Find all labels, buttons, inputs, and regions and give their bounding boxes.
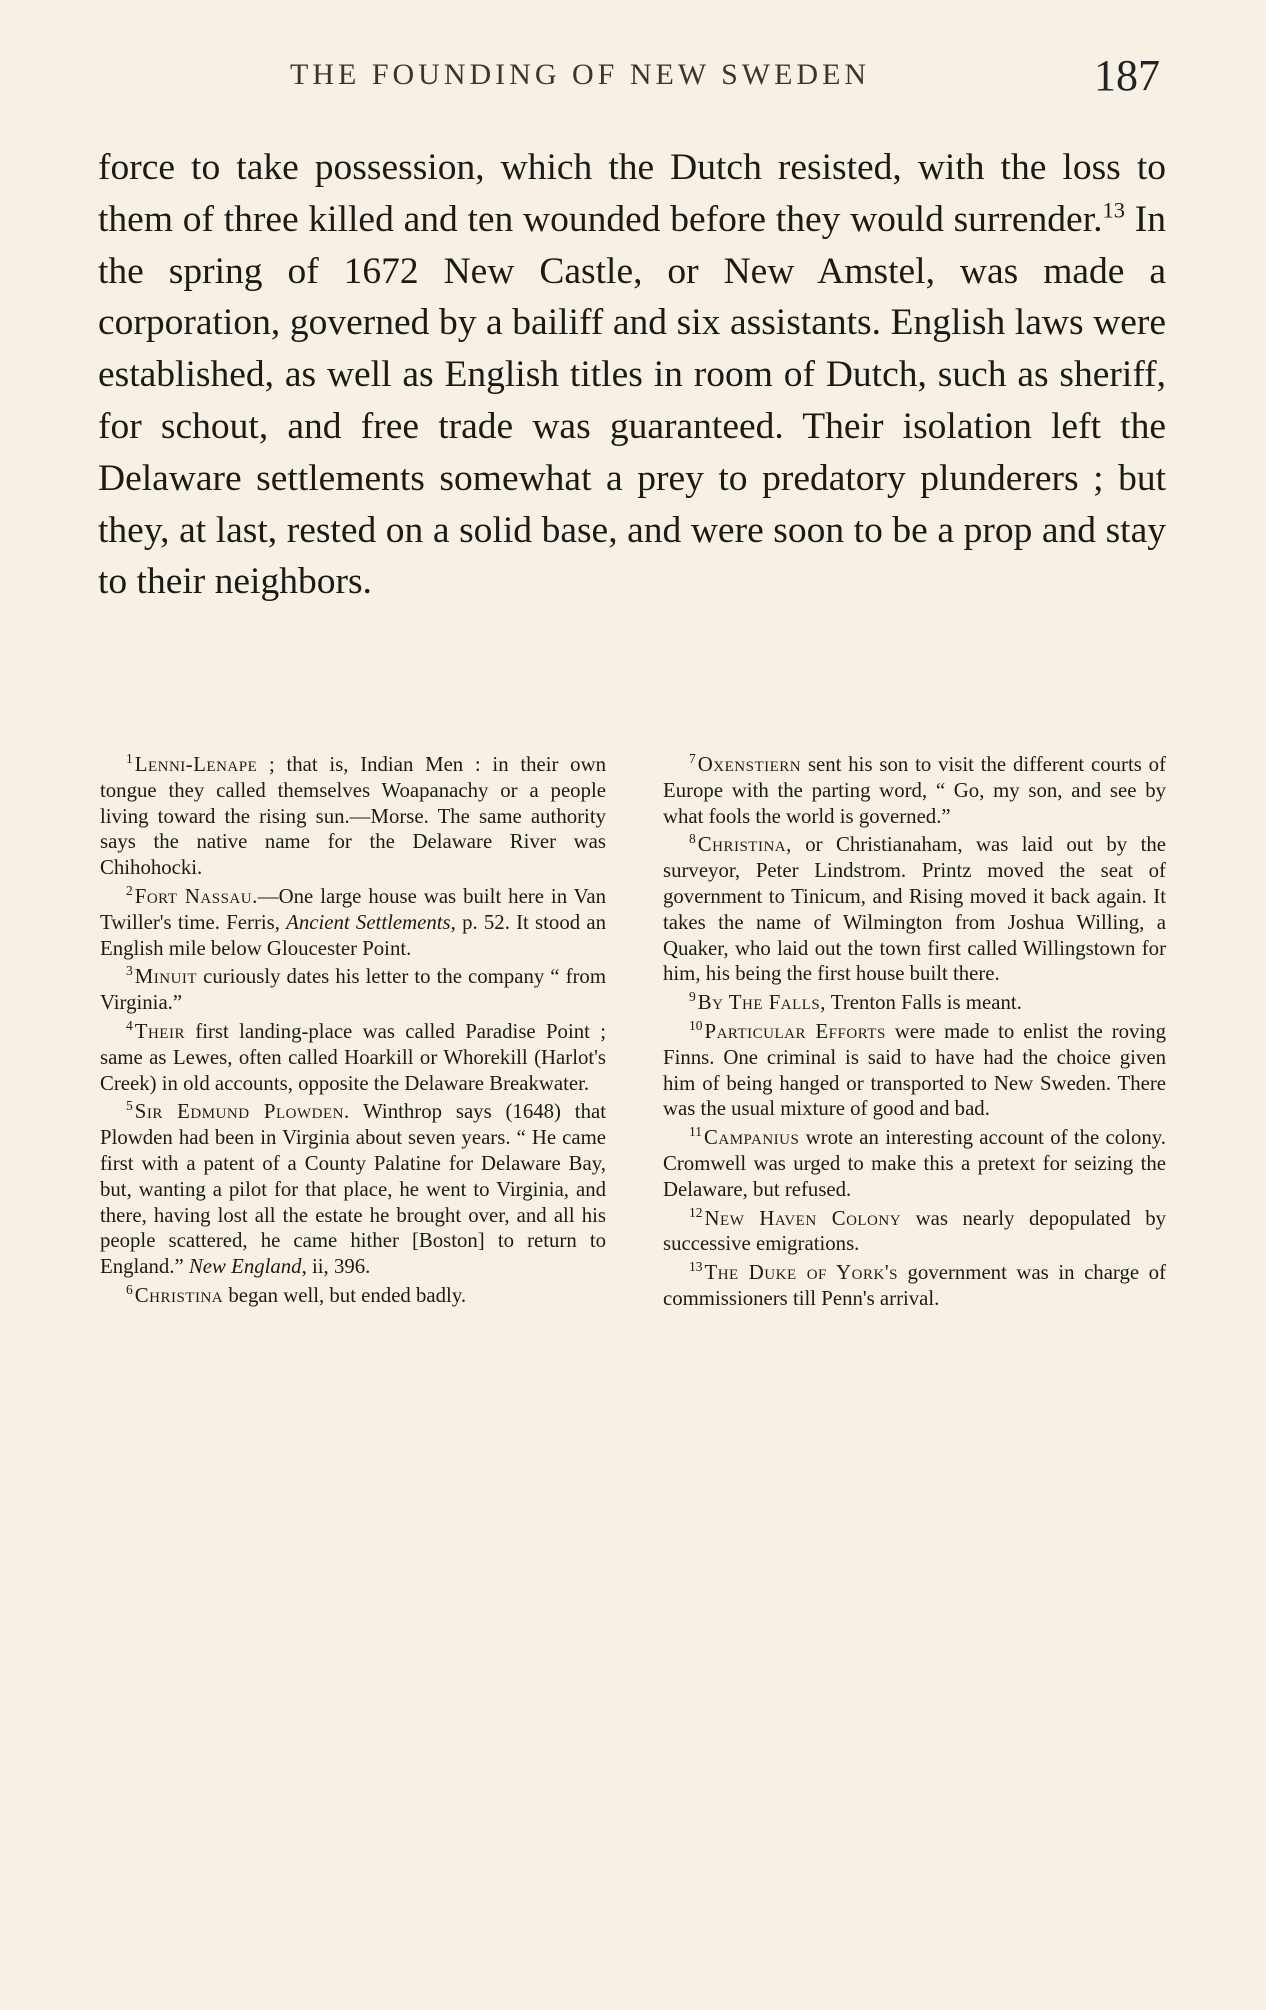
footnote-text: , ii, 396. <box>301 1255 371 1279</box>
footnote-italic-title: New England <box>188 1255 302 1279</box>
footnote-italic-title: Ancient Settlements <box>286 910 451 934</box>
footnote-text: curiously dates his letter to the company “ from Virginia.” <box>100 965 606 1015</box>
footnote-number: 10 <box>689 1018 703 1034</box>
running-title: THE FOUNDING OF NEW SWEDEN <box>290 58 871 91</box>
footnote-text: began well, but ended badly. <box>223 1283 467 1307</box>
footnote-text: , p. 52. It stood an English mile below Gloucester Point. <box>100 910 606 960</box>
footnote-text: was nearly depopulated by successive emigrations. <box>663 1206 1166 1256</box>
footnote-text: were made to enlist the roving Finns. One criminal is said to have had the choice given him of being hanged or transported to New Sweden. There was the usual mixture of good and bad. <box>663 1019 1166 1121</box>
footnote-number: 3 <box>126 963 133 979</box>
footnote-13 <box>663 1260 1166 1312</box>
footnote-text: —One large house was built here in Van Twiller's time. Ferris, <box>100 884 607 934</box>
footnote-number: 12 <box>689 1204 703 1220</box>
footnote-text: government was in charge of commissioners till Penn's arrival. <box>663 1261 1167 1310</box>
footnote-lead: Campanius <box>704 1126 800 1150</box>
footnote-number: 6 <box>126 1282 133 1298</box>
footnote-number: 2 <box>126 883 133 899</box>
footnote-lead: Particular Efforts <box>704 1019 886 1043</box>
footnote-lead: Christina, <box>697 833 792 857</box>
footnote-lead: The Duke of York's <box>704 1261 898 1285</box>
footnote-2 <box>100 884 606 961</box>
footnote-text: Winthrop says (1648) that Plowden had been in Virginia about seven years. “ He came first with a patent of a County Palatine for Delaware Bay, but, wanting a pilot for that place, he went to Virginia, and there, having lost all the estate he brought over, and all his people scattered, he came hither [Boston] to return to England.” <box>100 1100 606 1279</box>
footnote-10 <box>663 1019 1166 1122</box>
footnote-lead: Minuit <box>134 965 198 989</box>
footnote-reference: 13 <box>1102 197 1125 223</box>
footnote-4 <box>100 1019 606 1096</box>
footnote-3 <box>100 964 606 1016</box>
footnote-7 <box>663 752 1166 829</box>
footnote-number: 4 <box>126 1018 133 1034</box>
footnote-text: wrote an interesting account of the colony. Cromwell was urged to make this a pretext for seizing the Delaware, but refused. <box>663 1126 1166 1201</box>
footnote-lead: Fort Nassau. <box>134 884 258 908</box>
footnote-number: 5 <box>126 1098 133 1114</box>
footnote-text: ; that is, Indian Men : in their own tongue they called themselves Woapanachy or a people living toward the rising sun.—Morse. The same authority says the native name for the Delaware River was Chihohocki. <box>100 753 606 880</box>
footnote-lead: Christina <box>134 1283 224 1307</box>
footnote-6 <box>100 1283 606 1309</box>
footnote-5 <box>100 1099 606 1280</box>
footnotes-left-column <box>100 752 606 1312</box>
footnote-1 <box>100 752 606 881</box>
footnotes-right-column <box>663 752 1166 1315</box>
paragraph-text-part: In the spring of 1672 New Castle, or New Amstel, was made a corporation, governed by a bailiff and six assistants. English laws were established, as well as English titles in room of Dutch, such as sheriff, for schout, and free trade was guaranteed. Their isolation left the Delaware settlements somewhat a prey to predatory plunderers ; but they, at last, rested on a solid base, and were soon to be a prop and stay to their neighbors. <box>98 198 1166 603</box>
footnote-lead: Their <box>134 1019 185 1043</box>
footnote-lead: New Haven Colony <box>704 1206 902 1230</box>
footnote-9 <box>663 990 1166 1016</box>
footnote-number: 11 <box>689 1124 703 1140</box>
footnote-number: 8 <box>689 831 696 847</box>
footnote-text: first landing-place was called Paradise Point ; same as Lewes, often called Hoarkill or Whorekill (Harlot's Creek) in old accounts, opposite the Delaware Breakwater. <box>100 1019 606 1095</box>
footnote-8 <box>663 832 1166 987</box>
footnote-text: sent his son to visit the different courts of Europe with the parting word, “ Go, my son, and see by what fools the world is governed.” <box>663 753 1166 828</box>
footnote-number: 13 <box>689 1259 703 1275</box>
footnote-text: Trenton Falls is meant. <box>825 991 1022 1015</box>
footnote-lead: Lenni-Lenape <box>134 753 258 776</box>
footnote-lead: Sir Edmund Plowden. <box>134 1100 350 1124</box>
footnote-number: 1 <box>126 751 133 767</box>
footnote-lead: Oxenstiern <box>697 753 802 776</box>
footnote-11 <box>663 1125 1166 1202</box>
footnote-number: 9 <box>689 989 696 1005</box>
footnote-text: or Christianaham, was laid out by the surveyor, Peter Lindstrom. Printz moved the seat of government to Tinicum, and Rising moved it back again. It takes the name of Wilmington from Joshua Willing, a Quaker, who laid out the town first called Willingstown for him, his being the first house built there. <box>663 833 1166 986</box>
page-number: 187 <box>1094 51 1160 100</box>
footnote-lead: By The Falls, <box>697 991 826 1015</box>
main-paragraph <box>98 142 1166 608</box>
footnote-12 <box>663 1206 1166 1258</box>
paragraph-text-part: force to take possession, which the Dutch resisted, with the loss to them of three killed and ten wounded before they would surrender. <box>98 147 1166 240</box>
footnote-number: 7 <box>689 751 696 767</box>
